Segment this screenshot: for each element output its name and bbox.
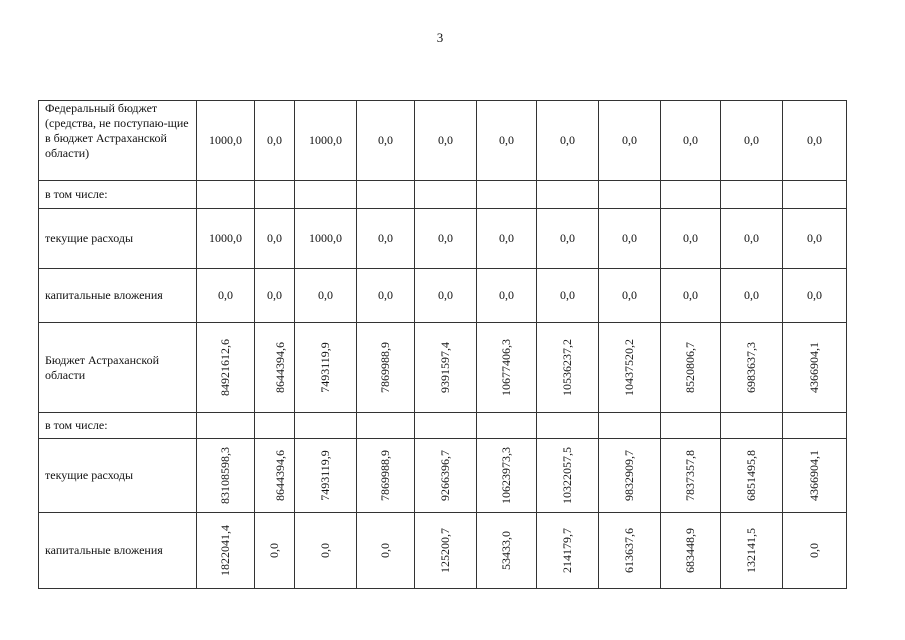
value-cell: [783, 101, 847, 181]
value-cell: [255, 439, 295, 513]
cell-value: 6983637,3: [744, 342, 758, 393]
value-cell: [599, 181, 661, 209]
cell-value: 83108598,3: [218, 447, 232, 504]
cell-value: 0,0: [267, 288, 282, 302]
value-cell: [477, 323, 537, 413]
value-cell: [357, 209, 415, 269]
capital-investments-row: [39, 513, 847, 589]
value-cell: [357, 101, 415, 181]
subtotal-header-row: [39, 181, 847, 209]
cell-value: 0,0: [499, 133, 514, 147]
cell-value: 10322057,5: [560, 447, 574, 504]
cell-value: 613637,6: [622, 528, 636, 573]
current-expenses-row: [39, 209, 847, 269]
row-label: капитальные вложения: [39, 513, 197, 589]
value-cell: [197, 181, 255, 209]
regional-budget-row: [39, 323, 847, 413]
value-cell: [537, 323, 599, 413]
cell-value: 214179,7: [560, 528, 574, 573]
value-cell: [661, 323, 721, 413]
value-cell: [357, 269, 415, 323]
cell-value: 0,0: [378, 231, 393, 245]
subtotal-header-row: [39, 413, 847, 439]
cell-value: 8644394,6: [273, 450, 287, 501]
value-cell: [783, 439, 847, 513]
cell-value: 1000,0: [309, 231, 342, 245]
cell-value: 10623973,3: [499, 447, 513, 504]
value-cell: [197, 209, 255, 269]
value-cell: [721, 413, 783, 439]
value-cell: [537, 101, 599, 181]
value-cell: [295, 101, 357, 181]
cell-value: 4366904,1: [807, 450, 821, 501]
cell-value: 132141,5: [744, 528, 758, 573]
cell-value: 1000,0: [209, 133, 242, 147]
cell-value: 0,0: [267, 133, 282, 147]
value-cell: [599, 269, 661, 323]
value-cell: [255, 513, 295, 589]
cell-value: 7837357,8: [683, 450, 697, 501]
row-label: в том числе:: [39, 413, 197, 439]
cell-value: 0,0: [218, 288, 233, 302]
value-cell: [721, 209, 783, 269]
value-cell: [197, 323, 255, 413]
cell-value: 0,0: [318, 543, 332, 558]
cell-value: 8520806,7: [683, 342, 697, 393]
value-cell: [357, 181, 415, 209]
value-cell: [537, 413, 599, 439]
row-label: капитальные вложения: [39, 269, 197, 323]
cell-value: 0,0: [807, 288, 822, 302]
cell-value: 0,0: [744, 231, 759, 245]
value-cell: [661, 181, 721, 209]
value-cell: [415, 269, 477, 323]
value-cell: [537, 513, 599, 589]
value-cell: [599, 209, 661, 269]
row-label: Бюджет Астраханской области: [39, 323, 197, 413]
value-cell: [295, 323, 357, 413]
page-number: 3: [436, 30, 444, 45]
value-cell: [661, 269, 721, 323]
value-cell: [783, 413, 847, 439]
value-cell: [661, 413, 721, 439]
value-cell: [477, 269, 537, 323]
value-cell: [295, 413, 357, 439]
value-cell: [721, 323, 783, 413]
value-cell: [661, 513, 721, 589]
cell-value: 7493119,9: [318, 342, 332, 393]
cell-value: 0,0: [622, 288, 637, 302]
cell-value: 0,0: [378, 543, 392, 558]
value-cell: [721, 181, 783, 209]
value-cell: [197, 513, 255, 589]
cell-value: 0,0: [560, 133, 575, 147]
value-cell: [255, 269, 295, 323]
value-cell: [197, 269, 255, 323]
value-cell: [599, 513, 661, 589]
cell-value: 0,0: [807, 231, 822, 245]
value-cell: [721, 439, 783, 513]
value-cell: [661, 439, 721, 513]
value-cell: [197, 101, 255, 181]
cell-value: 1822041,4: [218, 525, 232, 576]
row-label: текущие расходы: [39, 209, 197, 269]
value-cell: [415, 101, 477, 181]
cell-value: 1000,0: [209, 231, 242, 245]
capital-investments-row: [39, 269, 847, 323]
value-cell: [255, 413, 295, 439]
cell-value: 9391597,4: [438, 342, 452, 393]
cell-value: 0,0: [744, 288, 759, 302]
cell-value: 7493119,9: [318, 450, 332, 501]
cell-value: 6851495,8: [744, 450, 758, 501]
value-cell: [415, 209, 477, 269]
value-cell: [415, 513, 477, 589]
value-cell: [537, 209, 599, 269]
value-cell: [197, 439, 255, 513]
cell-value: 10536237,2: [560, 339, 574, 396]
value-cell: [415, 439, 477, 513]
cell-value: 0,0: [560, 231, 575, 245]
value-cell: [357, 513, 415, 589]
value-cell: [599, 323, 661, 413]
value-cell: [477, 413, 537, 439]
value-cell: [537, 439, 599, 513]
cell-value: 0,0: [622, 231, 637, 245]
value-cell: [255, 101, 295, 181]
cell-value: 0,0: [267, 543, 281, 558]
value-cell: [255, 181, 295, 209]
value-cell: [661, 209, 721, 269]
value-cell: [721, 269, 783, 323]
cell-value: 7869988,9: [378, 342, 392, 393]
value-cell: [783, 209, 847, 269]
value-cell: [599, 101, 661, 181]
value-cell: [255, 209, 295, 269]
cell-value: 9832909,7: [622, 450, 636, 501]
cell-value: 0,0: [807, 133, 822, 147]
cell-value: 125200,7: [438, 528, 452, 573]
value-cell: [721, 513, 783, 589]
value-cell: [783, 513, 847, 589]
value-cell: [783, 181, 847, 209]
value-cell: [415, 413, 477, 439]
cell-value: 0,0: [438, 288, 453, 302]
value-cell: [599, 439, 661, 513]
federal-budget-row: [39, 101, 847, 181]
cell-value: 683448,9: [683, 528, 697, 573]
value-cell: [477, 439, 537, 513]
cell-value: 84921612,6: [218, 339, 232, 396]
cell-value: 0,0: [683, 288, 698, 302]
current-expenses-row: [39, 439, 847, 513]
value-cell: [537, 269, 599, 323]
cell-value: 7869988,9: [378, 450, 392, 501]
value-cell: [295, 439, 357, 513]
value-cell: [295, 513, 357, 589]
value-cell: [415, 323, 477, 413]
cell-value: 4366904,1: [807, 342, 821, 393]
cell-value: 0,0: [807, 543, 821, 558]
value-cell: [295, 269, 357, 323]
value-cell: [357, 413, 415, 439]
cell-value: 0,0: [683, 231, 698, 245]
value-cell: [255, 323, 295, 413]
cell-value: 1000,0: [309, 133, 342, 147]
row-label: текущие расходы: [39, 439, 197, 513]
value-cell: [477, 181, 537, 209]
value-cell: [477, 513, 537, 589]
cell-value: 0,0: [683, 133, 698, 147]
value-cell: [415, 181, 477, 209]
cell-value: 0,0: [744, 133, 759, 147]
value-cell: [295, 181, 357, 209]
value-cell: [783, 269, 847, 323]
value-cell: [537, 181, 599, 209]
cell-value: 0,0: [499, 288, 514, 302]
cell-value: 10437520,2: [622, 339, 636, 396]
cell-value: 0,0: [560, 288, 575, 302]
value-cell: [477, 101, 537, 181]
cell-value: 9266396,7: [438, 450, 452, 501]
value-cell: [783, 323, 847, 413]
cell-value: 8644394,6: [273, 342, 287, 393]
cell-value: 0,0: [499, 231, 514, 245]
value-cell: [357, 323, 415, 413]
value-cell: [661, 101, 721, 181]
row-label: в том числе:: [39, 181, 197, 209]
value-cell: [721, 101, 783, 181]
cell-value: 0,0: [378, 133, 393, 147]
budget-table: [38, 100, 847, 589]
value-cell: [599, 413, 661, 439]
cell-value: 0,0: [622, 133, 637, 147]
value-cell: [295, 209, 357, 269]
cell-value: 53433,0: [499, 531, 513, 570]
cell-value: 0,0: [438, 231, 453, 245]
cell-value: 0,0: [378, 288, 393, 302]
row-label: Федеральный бюджет (средства, не поступаю-щие в бюджет Астраханской области): [39, 101, 197, 181]
cell-value: 0,0: [318, 288, 333, 302]
value-cell: [357, 439, 415, 513]
value-cell: [197, 413, 255, 439]
cell-value: 0,0: [267, 231, 282, 245]
cell-value: 10677406,3: [499, 339, 513, 396]
value-cell: [477, 209, 537, 269]
cell-value: 0,0: [438, 133, 453, 147]
